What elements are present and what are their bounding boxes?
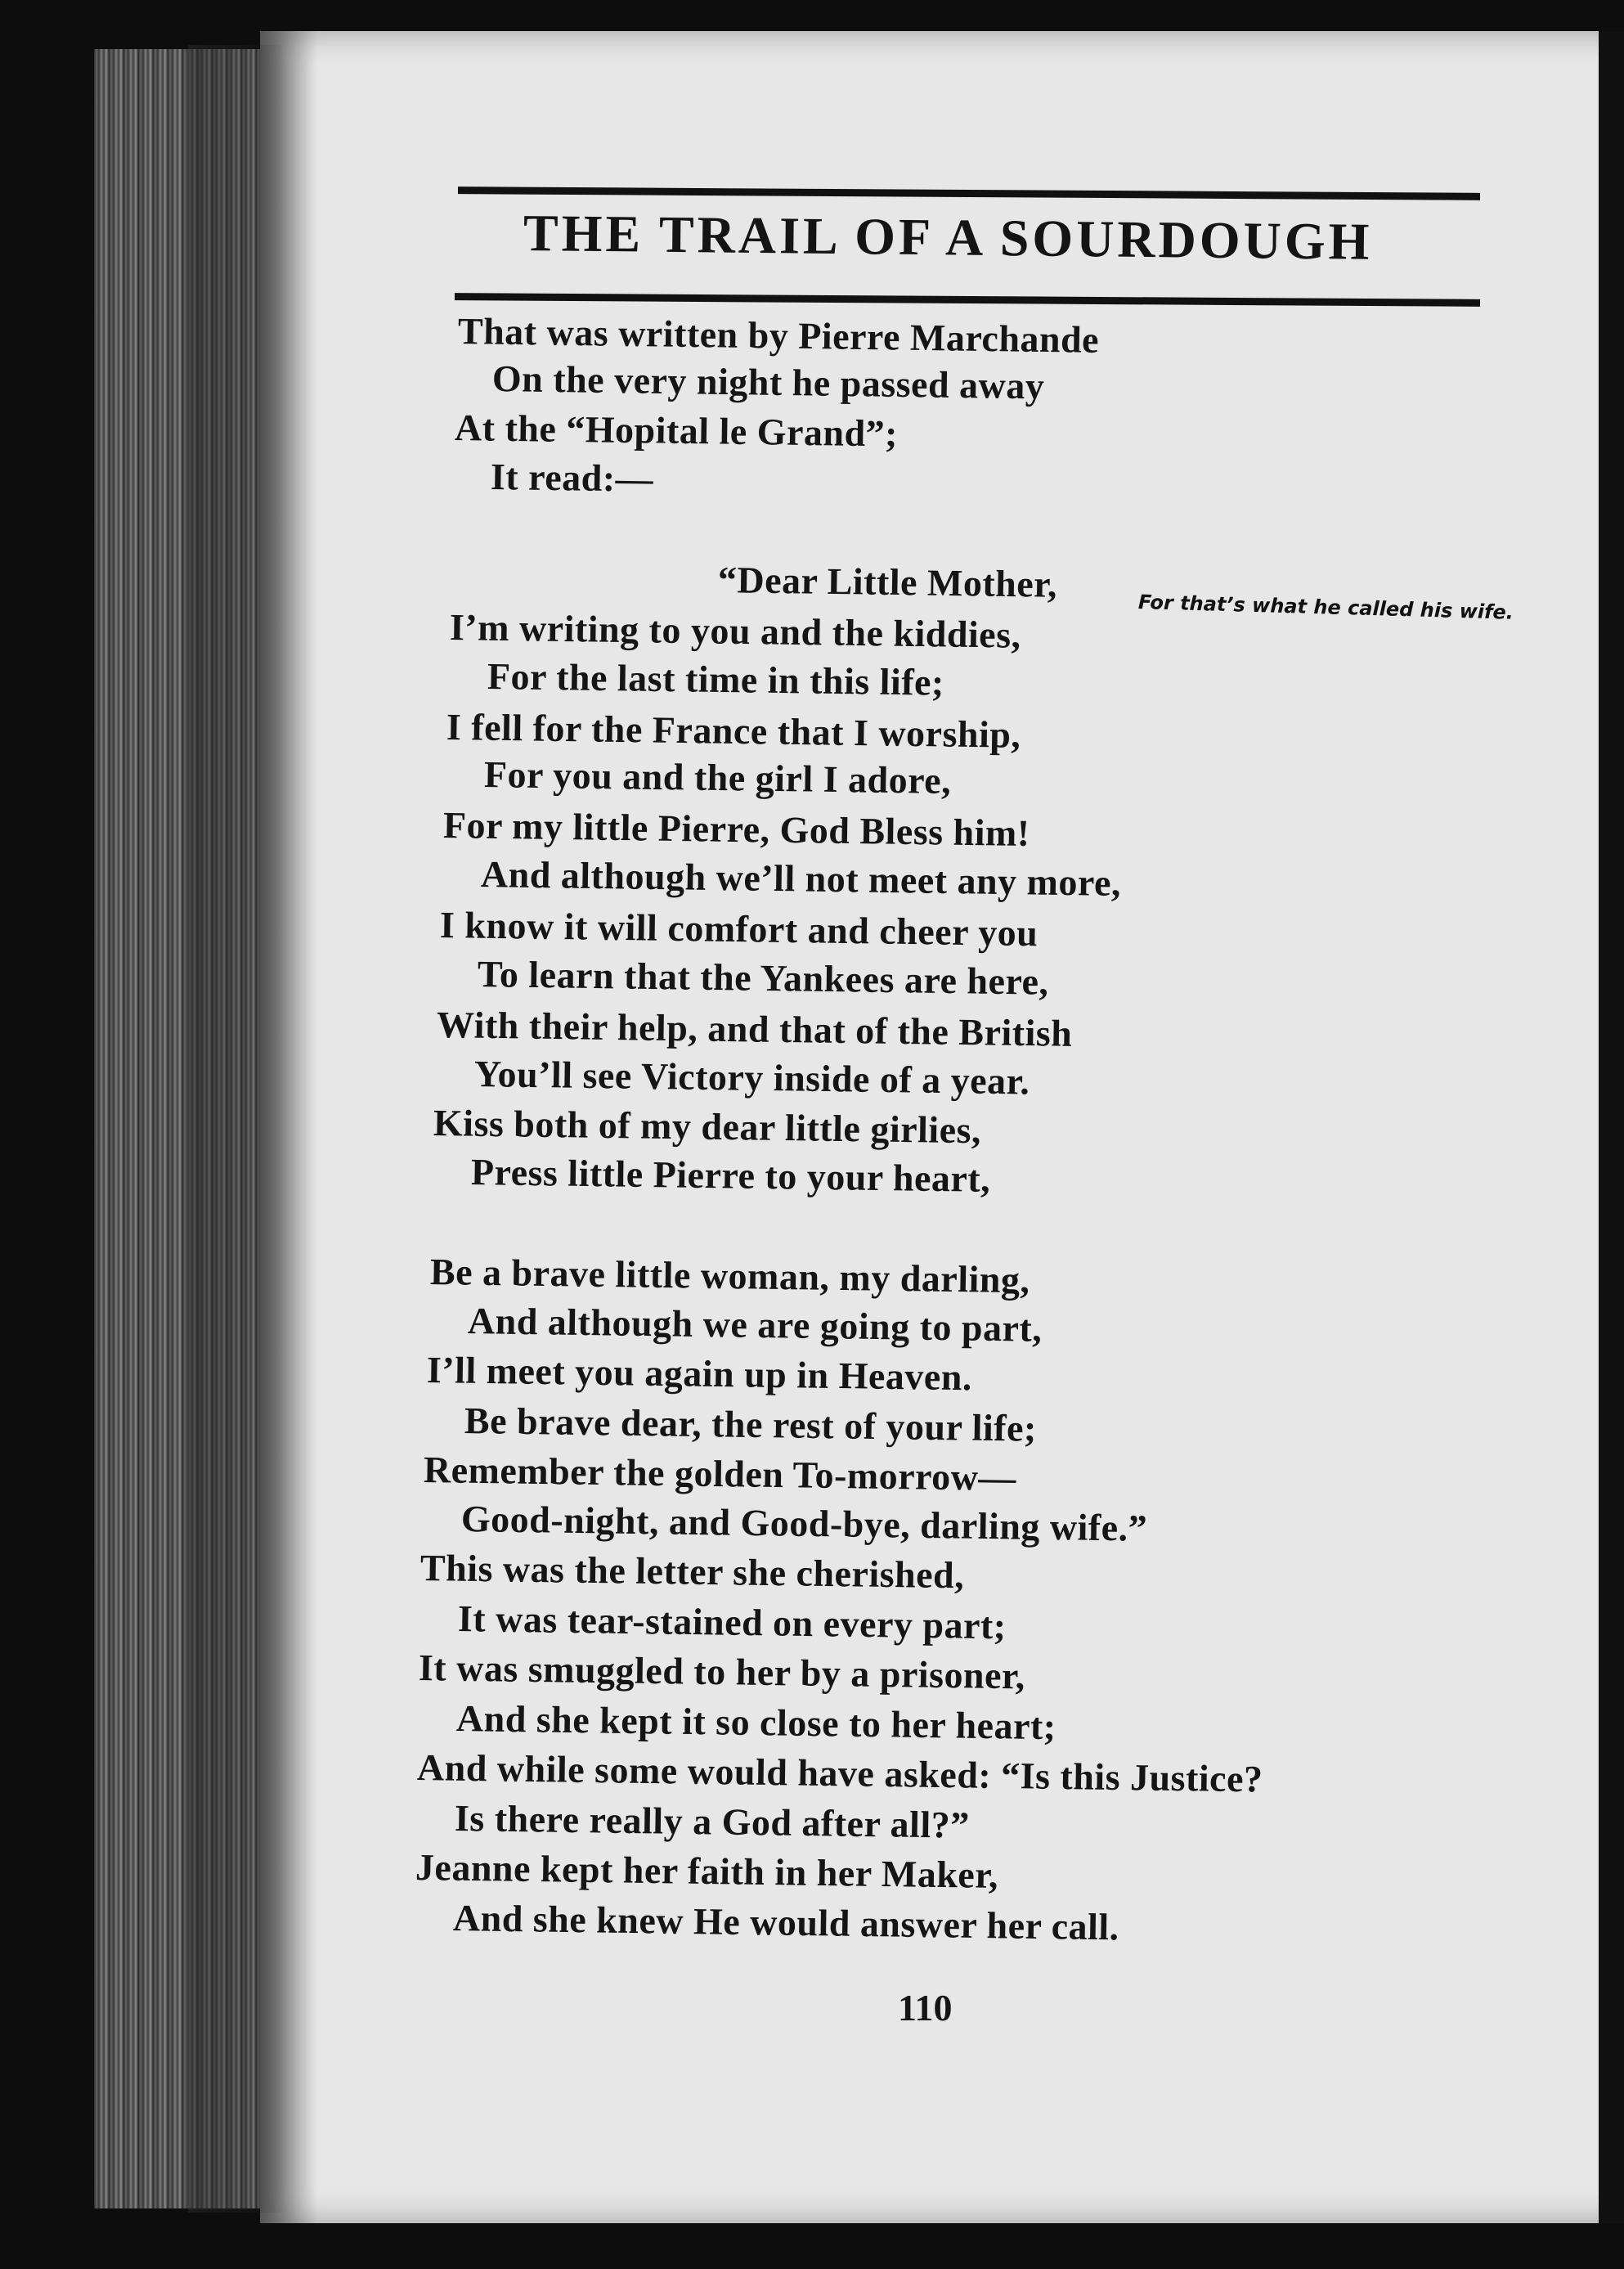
poem-line: Good-night, and Good-bye, darling wife.”: [460, 1498, 1148, 1549]
poem-line: For you and the girl I adore,: [483, 753, 952, 802]
poem-line: For my little Pierre, God Bless him!: [442, 804, 1030, 855]
poem-line: For the last time in this life;: [487, 655, 945, 703]
poem-line: To learn that the Yankees are here,: [477, 953, 1049, 1003]
poem-line: At the “Hopital le Grand”;: [454, 407, 899, 455]
page-number: 110: [898, 1987, 953, 2029]
poem-line: With their help, and that of the British: [436, 1004, 1073, 1054]
poem-line: I fell for the France that I worship,: [446, 706, 1021, 756]
poem-line: It was smuggled to her by a prisoner,: [418, 1647, 1026, 1697]
poem-line: “Dear Little Mother,: [717, 559, 1058, 605]
poem-line: And she kept it so close to her heart;: [455, 1697, 1056, 1748]
poem-line: Kiss both of my dear little girlies,: [433, 1102, 982, 1152]
poem-line: Press little Pierre to your heart,: [470, 1151, 991, 1200]
poem-line: Is there really a God after all?”: [454, 1797, 971, 1846]
margin-note: For that’s what he called his wife.: [1137, 591, 1514, 624]
running-title: THE TRAIL OF A SOURDOUGH: [523, 204, 1373, 271]
poem-line: I know it will comfort and cheer you: [439, 904, 1039, 955]
poem-line: I’ll meet you again up in Heaven.: [426, 1349, 973, 1399]
poem-line: On the very night he passed away: [491, 357, 1045, 407]
poem-line: Be a brave little woman, my darling,: [429, 1251, 1030, 1301]
poem-line: And although we are going to part,: [467, 1300, 1043, 1350]
poem-line: You’ll see Victory inside of a year.: [473, 1053, 1030, 1103]
poem-line: This was the letter she cherished,: [419, 1547, 965, 1597]
poem-line: Remember the golden To-morrow—: [423, 1449, 1017, 1499]
poem-line: Jeanne kept her faith in her Maker,: [415, 1846, 999, 1896]
poem-line: And she knew He would answer her call.: [452, 1897, 1120, 1948]
poem-line: That was written by Pierre Marchande: [457, 310, 1100, 361]
poem-line: And although we’ll not meet any more,: [480, 853, 1122, 904]
poem-line: I’m writing to you and the kiddies,: [449, 606, 1021, 656]
poem-line: Be brave dear, the rest of your life;: [464, 1400, 1038, 1449]
poem-line: And while some would have asked: “Is this Justice?: [416, 1746, 1263, 1800]
poem-line: It read:—: [490, 456, 654, 500]
poem-line: It was tear-stained on every part;: [457, 1597, 1007, 1647]
